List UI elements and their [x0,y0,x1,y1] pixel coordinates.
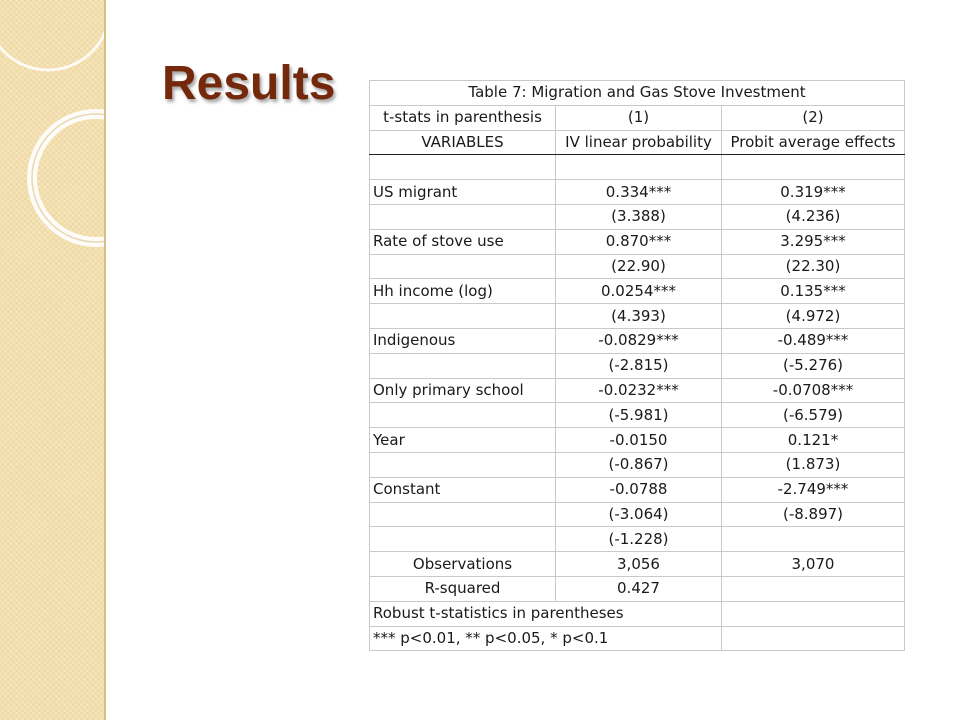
table-cell [722,155,905,180]
table-cell-empty [722,626,905,651]
table-cell: Only primary school [370,378,556,403]
decorative-circles [0,0,104,720]
table-cell: R-squared [370,576,556,601]
table-caption-row [370,81,905,106]
variables-header-cell: Probit average effects [722,130,905,155]
table-cell: (1.873) [722,452,905,477]
table-header-row [370,105,905,130]
table-cell: -0.0150 [556,428,722,453]
table-cell: (-8.897) [722,502,905,527]
table-cell: Hh income (log) [370,279,556,304]
table-cell: (-6.579) [722,403,905,428]
table-caption: Table 7: Migration and Gas Stove Investment [370,81,905,106]
table-note: Robust t-statistics in parentheses [370,601,722,626]
table-row [370,502,905,527]
table-row [370,229,905,254]
variables-header-cell: IV linear probability [556,130,722,155]
table-row [370,428,905,453]
table-cell: US migrant [370,180,556,205]
observations-row [370,552,905,577]
header-cell: (2) [722,105,905,130]
table-row [370,527,905,552]
decorative-circle-middle-outline [32,114,104,242]
table-cell: 0.870*** [556,229,722,254]
table-cell: -2.749*** [722,477,905,502]
table-cell [370,452,556,477]
table-cell: Constant [370,477,556,502]
table-note: *** p<0.01, ** p<0.05, * p<0.1 [370,626,722,651]
decorative-sidebar [0,0,106,720]
table-cell [370,204,556,229]
variables-header-cell: VARIABLES [370,130,556,155]
table-variables-row [370,130,905,155]
table-cell: 3.295*** [722,229,905,254]
table-cell [722,527,905,552]
table-cell: -0.0708*** [722,378,905,403]
table-cell: 0.135*** [722,279,905,304]
table-note-row [370,626,905,651]
table-cell [370,254,556,279]
table-row [370,279,905,304]
table-cell: 3,056 [556,552,722,577]
table-cell [370,502,556,527]
table-cell: 0.121* [722,428,905,453]
results-table [369,80,905,651]
table-cell: -0.0829*** [556,328,722,353]
table-cell: 0.427 [556,576,722,601]
table-cell [370,304,556,329]
table-row [370,477,905,502]
table-note-row [370,601,905,626]
table-row [370,353,905,378]
table-row [370,155,905,180]
table-cell: (4.393) [556,304,722,329]
table-cell: (-2.815) [556,353,722,378]
table-cell [556,155,722,180]
table-cell: -0.489*** [722,328,905,353]
table-cell [370,527,556,552]
table-cell: (-0.867) [556,452,722,477]
table-cell-empty [722,601,905,626]
table-cell: 0.319*** [722,180,905,205]
table-row [370,204,905,229]
table-cell: (4.236) [722,204,905,229]
table-cell [370,403,556,428]
table-cell: (-1.228) [556,527,722,552]
table-cell: 0.0254*** [556,279,722,304]
decorative-circle-top [0,0,104,70]
table-cell: (-5.981) [556,403,722,428]
table-cell: (22.30) [722,254,905,279]
table-row [370,328,905,353]
table-cell: (22.90) [556,254,722,279]
table-cell [370,353,556,378]
table-cell: (4.972) [722,304,905,329]
table-row [370,304,905,329]
table-row [370,378,905,403]
table-row [370,403,905,428]
header-cell: (1) [556,105,722,130]
header-cell: t-stats in parenthesis [370,105,556,130]
table-cell: -0.0232*** [556,378,722,403]
table-row [370,254,905,279]
table-cell: Rate of stove use [370,229,556,254]
table-cell: 3,070 [722,552,905,577]
table-row [370,452,905,477]
table-cell: Indigenous [370,328,556,353]
table-cell [722,576,905,601]
table-cell: 0.334*** [556,180,722,205]
table-cell: Observations [370,552,556,577]
rsquared-row [370,576,905,601]
table-cell: (-3.064) [556,502,722,527]
table-cell [370,155,556,180]
table-cell: (-5.276) [722,353,905,378]
table-cell: -0.0788 [556,477,722,502]
table-cell: Year [370,428,556,453]
slide-title: Results [162,57,336,110]
decorative-circle-middle [32,114,104,242]
table-row [370,180,905,205]
table-cell: (3.388) [556,204,722,229]
